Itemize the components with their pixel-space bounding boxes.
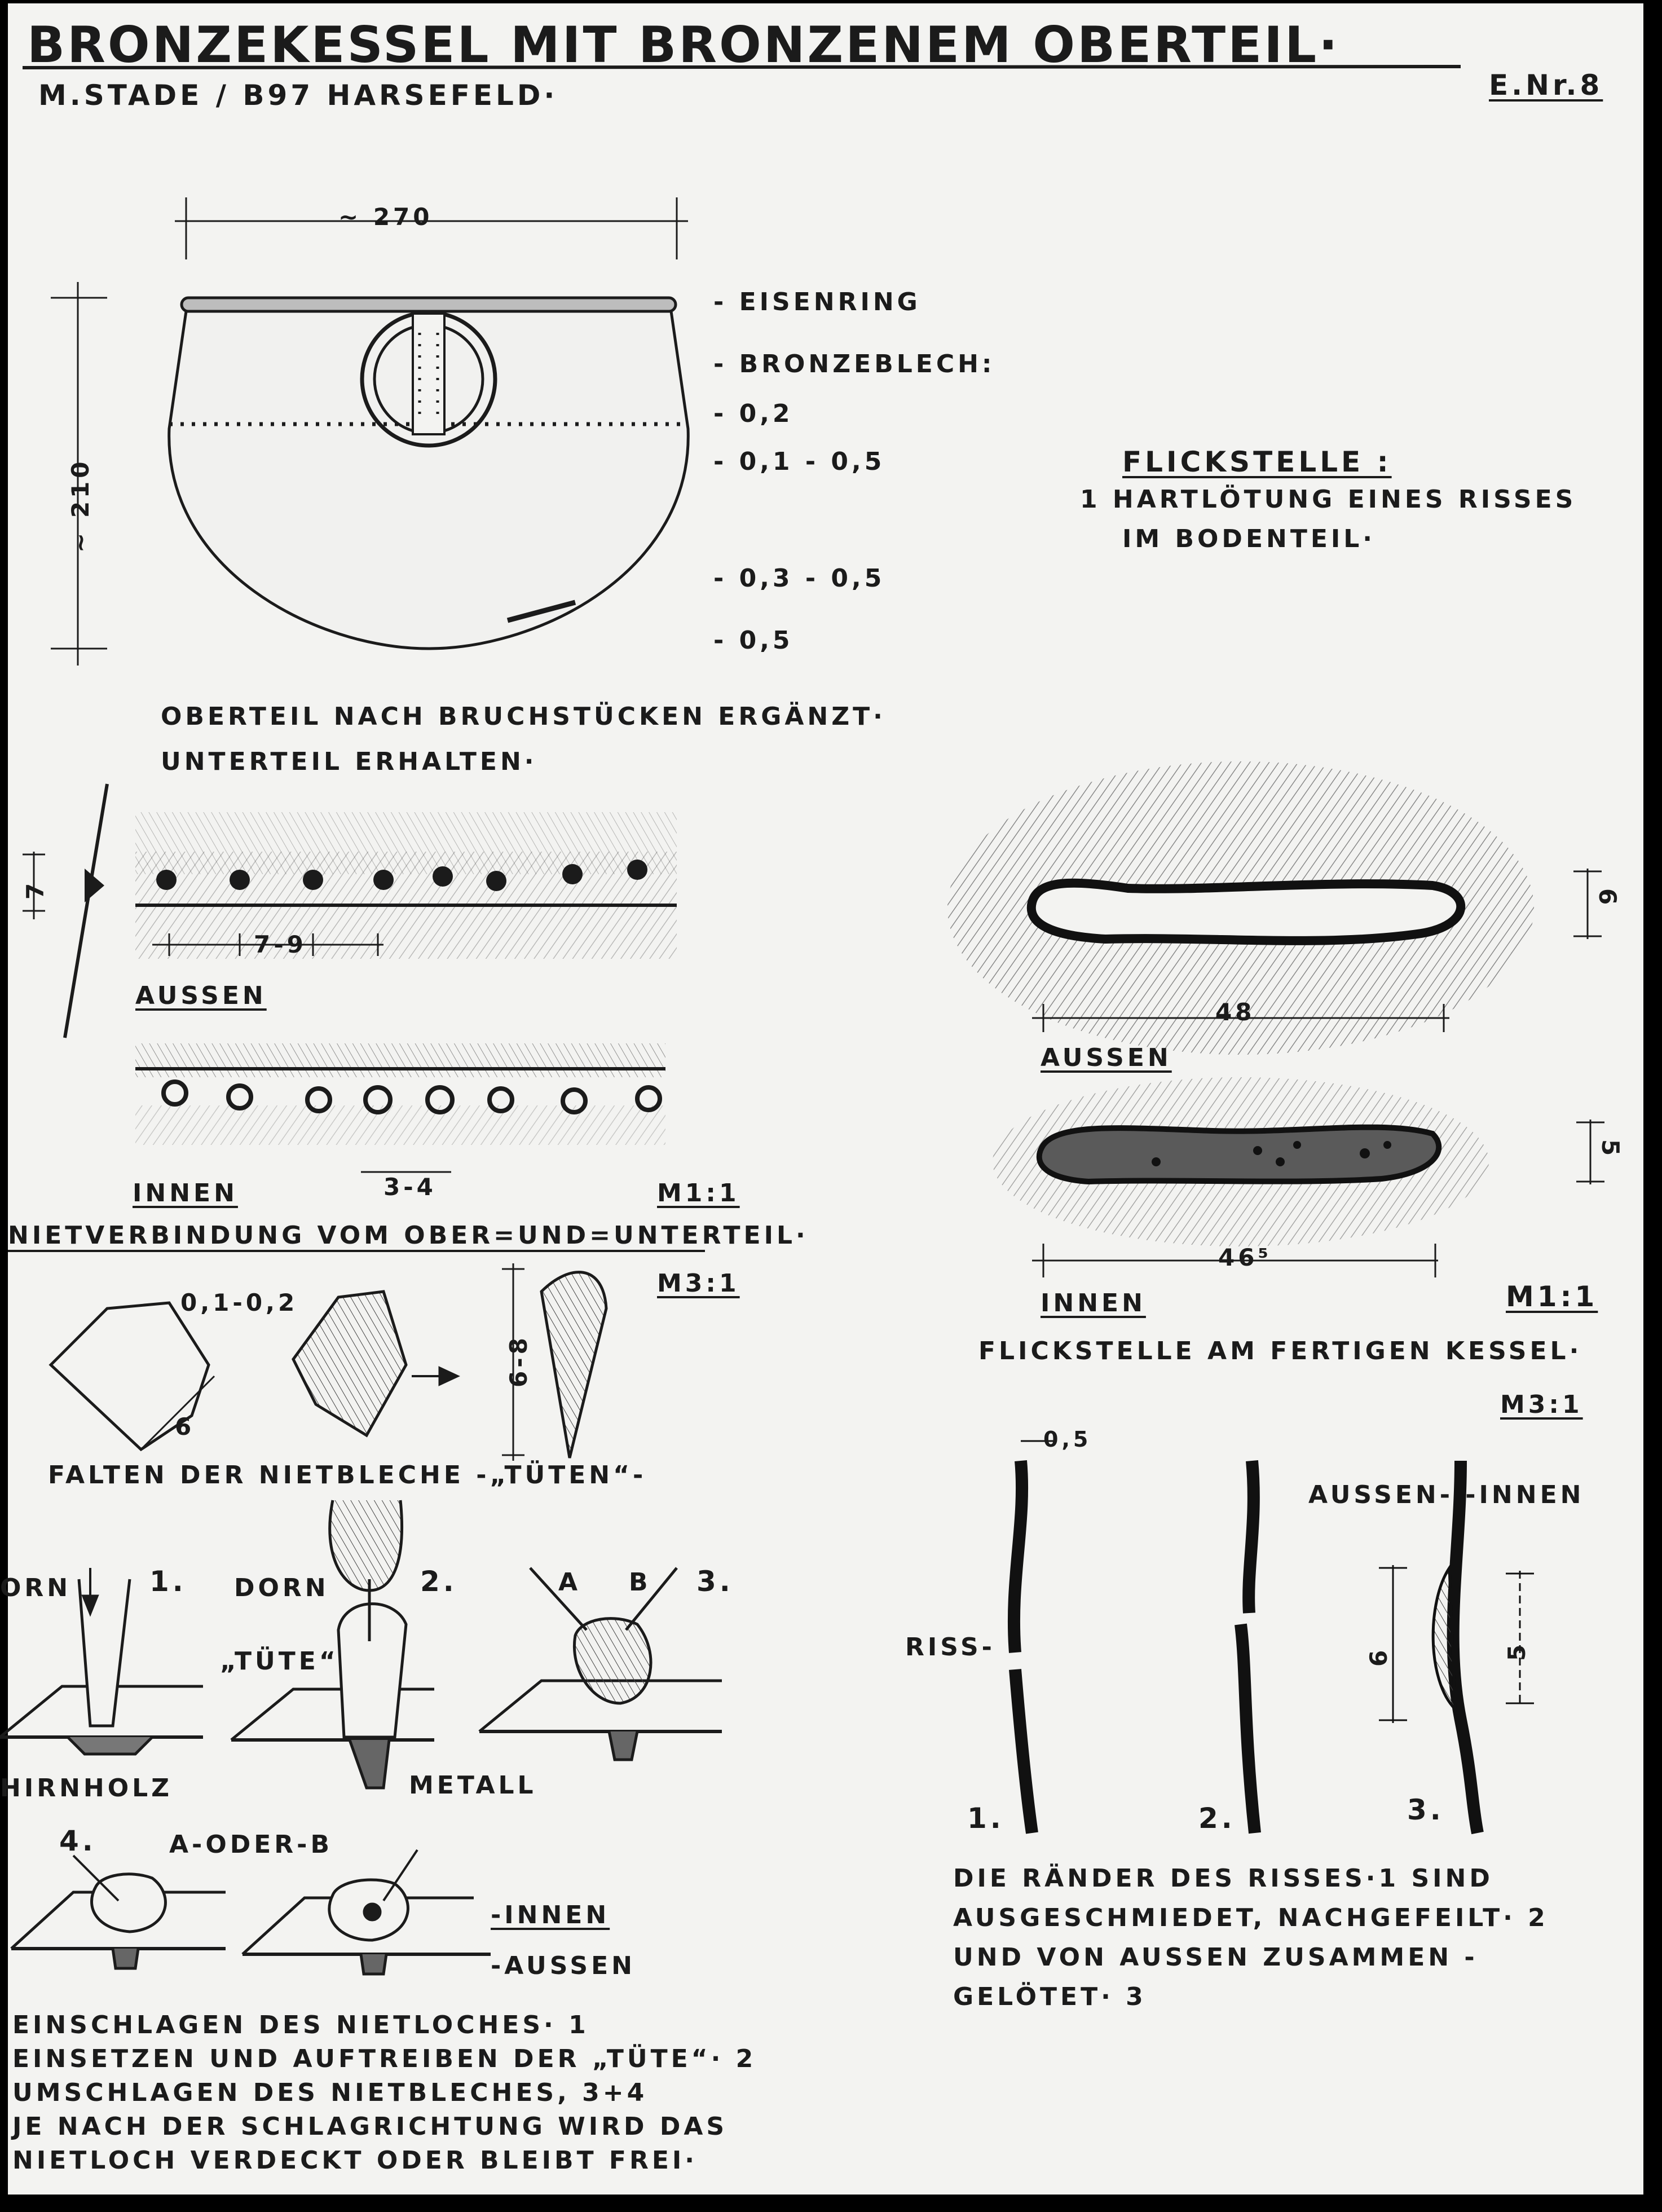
page-title: BRONZEKESSEL MIT BRONZENEM OBERTEIL· — [27, 16, 1340, 74]
patch-inner-label: INNEN — [1041, 1289, 1146, 1317]
crack-dim-5: 5 — [1503, 1641, 1531, 1661]
crack-step3: 3. — [1407, 1794, 1444, 1826]
steps-text-line3: UMSCHLAGEN DES NIETBLECHES, 3+4 — [12, 2078, 648, 2107]
rivet-spacing-outside: 7-9 — [254, 931, 307, 958]
rivet-fold-dim: 6 — [175, 1413, 195, 1440]
crack-dim-6: 6 — [1365, 1646, 1392, 1667]
rivet-rows-scale: M1:1 — [657, 1179, 740, 1208]
rivet-side-dim: 7 — [21, 879, 49, 900]
step4-aussen-label: -AUSSEN — [491, 1951, 636, 1980]
step2-number: 2. — [420, 1565, 457, 1598]
step3-label-b: B — [629, 1568, 651, 1597]
rivet-row-inside — [135, 1043, 665, 1172]
rivet-step4-drawings — [11, 1850, 491, 1974]
crack-step2: 2. — [1198, 1802, 1236, 1835]
crack-thickness: 0,5 — [1043, 1427, 1092, 1452]
aussen-innen-label: AUSSEN- -INNEN — [1308, 1480, 1585, 1509]
label-bronzeblech: - BRONZEBLECH: — [713, 350, 995, 378]
label-thickness-01-05: - 0,1 - 0,5 — [713, 447, 885, 476]
patch-section-scale: M3:1 — [1500, 1390, 1583, 1419]
step4-innen-label: -INNEN — [491, 1901, 610, 1929]
catalog-number: E.Nr.8 — [1489, 69, 1603, 102]
patch-text-line1: DIE RÄNDER DES RISSES·1 SIND — [953, 1864, 1493, 1893]
rivet-length-dim: 6-8 — [505, 1334, 532, 1387]
rivet-spacing-inside: 3-4 — [383, 1173, 437, 1201]
rivet-section-heading: NIETVERBINDUNG VOM OBER=UND=UNTERTEIL· — [8, 1221, 809, 1250]
a-or-b-label: A-ODER-B — [169, 1830, 333, 1859]
tuete-label: „TÜTE“ — [220, 1647, 339, 1676]
step2-dorn-label: DORN — [234, 1574, 329, 1602]
label-eisenring: - EISENRING — [713, 288, 921, 316]
patch-inner-width: 46⁵ — [1218, 1244, 1272, 1271]
patch-outer-drawing — [947, 761, 1602, 1055]
flickstelle-heading: FLICKSTELLE : — [1122, 446, 1392, 478]
patch-text-line2: AUSGESCHMIEDET, NACHGEFEILT· 2 — [953, 1903, 1549, 1932]
step4-number: 4. — [59, 1825, 96, 1857]
rivet-fold-caption: FALTEN DER NIETBLECHE -„TÜTEN“- — [48, 1461, 647, 1490]
hirnholz-label: HIRNHOLZ — [0, 1774, 173, 1803]
patch-text-line3: UND VON AUSSEN ZUSAMMEN - — [953, 1943, 1478, 1972]
step3-label-a: A — [558, 1568, 581, 1597]
rivet-section-scale: M3:1 — [657, 1269, 740, 1298]
patch-outer-height: 6 — [1594, 888, 1621, 909]
steps-text-line2: EINSETZEN UND AUFTREIBEN DER „TÜTE“· 2 — [12, 2044, 757, 2073]
rivet-row-outside — [23, 784, 677, 1038]
reconstruction-line1: OBERTEIL NACH BRUCHSTÜCKEN ERGÄNZT· — [161, 702, 886, 731]
step1-dorn-label: ORN — [0, 1574, 72, 1602]
patch-section-heading: FLICKSTELLE AM FERTIGEN KESSEL· — [978, 1337, 1582, 1365]
steps-text-line4: JE NACH DER SCHLAGRICHTUNG WIRD DAS — [12, 2112, 728, 2141]
rivet-step-drawings — [0, 1500, 722, 1788]
step3-number: 3. — [696, 1565, 734, 1598]
step1-number: 1. — [149, 1565, 187, 1598]
flickstelle-line1: 1 HARTLÖTUNG EINES RISSES — [1080, 485, 1577, 514]
rivet-outside-label: AUSSEN — [135, 981, 267, 1010]
rivet-inside-label: INNEN — [133, 1179, 238, 1208]
steps-text-line1: EINSCHLAGEN DES NIETLOCHES· 1 — [12, 2011, 589, 2039]
flickstelle-line2: IM BODENTEIL· — [1122, 525, 1376, 553]
steps-text-line5: NIETLOCH VERDECKT ODER BLEIBT FREI· — [12, 2146, 698, 2175]
location-label: M.STADE / B97 HARSEFELD· — [38, 79, 558, 112]
patch-inner-height: 5 — [1597, 1139, 1624, 1160]
kettle-height-dim: ~ 210 — [67, 458, 94, 553]
reconstruction-line2: UNTERTEIL ERHALTEN· — [161, 747, 537, 776]
crack-step1: 1. — [967, 1802, 1004, 1835]
rivet-sheet-thickness: 0,1-0,2 — [180, 1289, 298, 1316]
label-thickness-03-05: - 0,3 - 0,5 — [713, 564, 885, 593]
kettle-drawing — [51, 197, 688, 666]
patch-inner-drawing — [993, 1077, 1604, 1277]
patch-text-line4: GELÖTET· 3 — [953, 1982, 1147, 2011]
label-thickness-02: - 0,2 — [713, 399, 793, 428]
metall-label: METALL — [409, 1771, 537, 1800]
patch-outer-label: AUSSEN — [1041, 1043, 1172, 1072]
kettle-width-dim: ~ 270 — [338, 203, 433, 231]
riss-label: RISS- — [905, 1633, 995, 1662]
patch-outer-width: 48 — [1215, 998, 1255, 1026]
patch-scale: M1:1 — [1506, 1280, 1598, 1313]
label-thickness-05: - 0,5 — [713, 626, 793, 655]
